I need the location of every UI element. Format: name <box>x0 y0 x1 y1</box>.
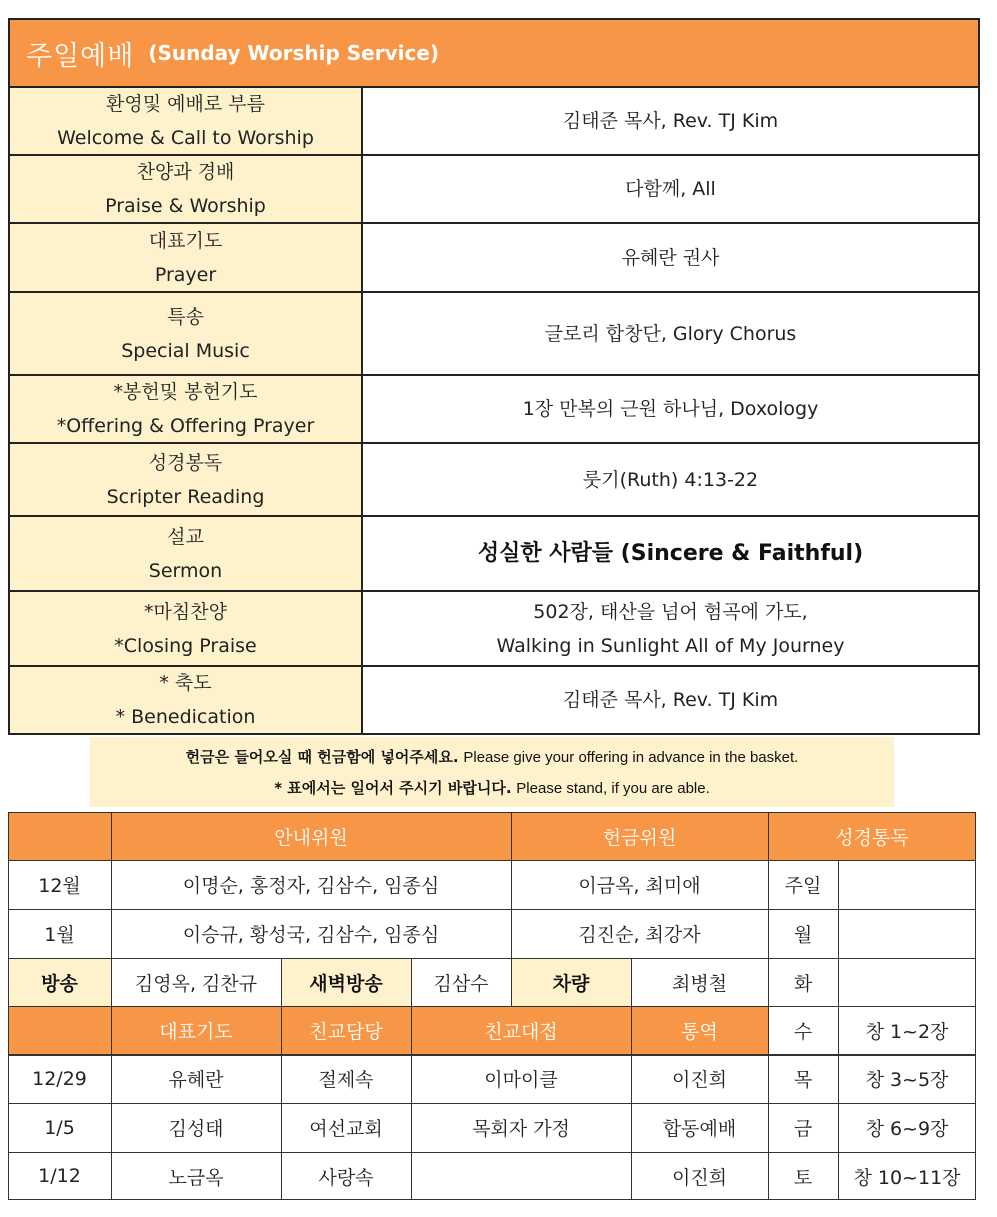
worship-title <box>10 20 978 88</box>
header-bible-reading: 성경통독 <box>768 812 976 860</box>
interpret-name: 합동예배 <box>662 1118 737 1140</box>
vehicle-label: 차량 <box>511 958 631 1006</box>
grid-line <box>281 958 282 1200</box>
header-interpret: 통역 <box>631 1006 768 1054</box>
grid-line <box>8 860 976 861</box>
reading-passage <box>838 909 976 958</box>
prayer-name: 유혜란 <box>168 1069 224 1091</box>
grid-line <box>111 812 112 1200</box>
worship-row <box>10 444 978 517</box>
grid-line <box>8 812 976 813</box>
reading-passage <box>838 860 976 909</box>
worship-order-table <box>8 18 980 735</box>
label-english: Prayer <box>154 263 217 286</box>
broadcast-label: 방송 <box>8 958 111 1006</box>
value-text: 글로리 합창단, Glory Chorus <box>544 322 797 345</box>
grid-line <box>768 812 769 1200</box>
label-english: Sermon <box>148 559 223 582</box>
label-english: *Closing Praise <box>114 634 257 657</box>
reading-passage <box>838 958 976 1006</box>
dawn-broadcast-label: 새벽방송 <box>281 958 411 1006</box>
header-fellowship: 친교담당 <box>281 1006 411 1054</box>
reading-passage: 창 6~9장 <box>865 1118 949 1140</box>
label-korean: 성경봉독 <box>148 451 223 474</box>
header-offering: 헌금위원 <box>511 812 768 860</box>
worship-row-label <box>10 156 363 222</box>
label-korean: *봉헌및 봉헌기도 <box>113 381 258 403</box>
offering-names: 이금옥, 최미애 <box>578 875 701 897</box>
header-prayer: 대표기도 <box>111 1006 281 1054</box>
grid-line <box>8 1199 976 1200</box>
grid-line <box>411 958 412 1200</box>
reading-day: 주일 <box>784 875 822 897</box>
worship-row-label <box>10 88 363 154</box>
label-english: Special Music <box>121 339 250 362</box>
value-text: 성실한 사람들 (Sincere & Faithful) <box>477 540 864 566</box>
label-korean: 환영및 예배로 부름 <box>106 93 265 115</box>
notice-english: Please give your offering in advance in the basket. <box>463 749 799 766</box>
value-text: 다함께, All <box>625 178 716 200</box>
hospitality-name <box>411 1152 631 1200</box>
interpret-name: 이진희 <box>671 1166 728 1189</box>
month-label: 1월 <box>44 924 75 946</box>
week-date: 1/5 <box>44 1116 75 1139</box>
worship-row-label <box>10 376 363 442</box>
sermon-title <box>363 517 978 590</box>
notice-line <box>90 773 894 804</box>
worship-row <box>10 517 978 592</box>
label-english: Welcome & Call to Worship <box>57 127 314 149</box>
grid-line <box>8 1103 976 1104</box>
value-text: 김태준 목사, Rev. TJ Kim <box>562 110 779 132</box>
header-hospitality: 친교대접 <box>411 1006 631 1054</box>
fellowship-name: 절제속 <box>318 1069 374 1091</box>
value-text: 유혜란 권사 <box>621 246 720 269</box>
worship-row-value <box>363 156 978 222</box>
value-text-line2: Walking in Sunlight All of My Journey <box>496 634 845 657</box>
notice-line <box>90 742 894 773</box>
grid-line <box>8 1054 976 1056</box>
month-label: 12월 <box>38 875 81 897</box>
worship-row <box>10 667 978 733</box>
hospitality-name: 이마이클 <box>484 1069 558 1091</box>
grid-line <box>8 909 976 910</box>
reading-day: 월 <box>793 924 813 946</box>
grid-line <box>8 1152 976 1153</box>
grid-line <box>631 958 632 1200</box>
worship-row <box>10 592 978 667</box>
reading-day: 수 <box>793 1020 813 1043</box>
grid-line <box>8 1006 976 1007</box>
header-blank <box>8 812 111 860</box>
grid-line <box>8 958 976 959</box>
label-english: Praise & Worship <box>105 195 266 217</box>
worship-row-label <box>10 592 363 665</box>
label-korean: * 축도 <box>159 672 212 694</box>
worship-row-value <box>363 376 978 442</box>
worship-row <box>10 293 978 376</box>
worship-row-label <box>10 667 363 733</box>
grid-line <box>838 860 839 1200</box>
label-korean: 설교 <box>167 525 204 548</box>
label-korean: 찬양과 경배 <box>136 161 235 183</box>
fellowship-name: 사랑속 <box>318 1166 374 1189</box>
ushers-names: 이명순, 홍정자, 김삼수, 임종심 <box>182 875 440 897</box>
notice-korean: 헌금은 들어오실 때 헌금함에 넣어주세요. <box>185 748 459 766</box>
header2-blank <box>8 1006 111 1054</box>
value-text: 502장, 태산을 넘어 험곡에 가도, <box>533 600 808 623</box>
dawn-broadcast-names: 김삼수 <box>433 972 489 995</box>
label-korean: 특송 <box>167 305 204 328</box>
value-text: 김태준 목사, Rev. TJ Kim <box>562 689 779 711</box>
label-korean: *마침찬양 <box>144 600 227 623</box>
hospitality-name: 목회자 가정 <box>472 1118 570 1140</box>
label-english: *Offering & Offering Prayer <box>56 415 315 437</box>
offering-names: 김진순, 최강자 <box>578 924 701 946</box>
worship-row <box>10 376 978 444</box>
worship-row-value <box>363 667 978 733</box>
reading-day: 화 <box>793 972 813 995</box>
worship-title-english: (Sunday Worship Service) <box>148 41 440 65</box>
vehicle-names: 최병철 <box>671 972 728 995</box>
broadcast-names: 김영옥, 김찬규 <box>134 972 258 995</box>
worship-row <box>10 224 978 293</box>
worship-row <box>10 156 978 224</box>
volunteer-schedule-table <box>8 812 976 1200</box>
reading-passage: 창 10~11장 <box>853 1166 961 1189</box>
worship-row-label <box>10 293 363 374</box>
value-text: 1장 만복의 근원 하나님, Doxology <box>522 398 819 420</box>
worship-title-korean: 주일예배 <box>26 40 135 72</box>
label-korean: 대표기도 <box>148 229 223 252</box>
worship-row-value <box>363 592 978 665</box>
reading-day: 금 <box>793 1118 813 1140</box>
ushers-names: 이승규, 황성국, 김삼수, 임종심 <box>182 924 440 946</box>
worship-row-value <box>363 224 978 291</box>
grid-line <box>511 812 512 1006</box>
worship-row-label <box>10 444 363 515</box>
label-english: * Benedication <box>115 706 256 728</box>
worship-row-label <box>10 517 363 590</box>
fellowship-name: 여선교회 <box>309 1118 383 1140</box>
prayer-name: 김성태 <box>168 1118 224 1140</box>
worship-row-value <box>363 444 978 515</box>
reading-passage: 창 3~5장 <box>865 1069 949 1091</box>
notice-korean: * 표에서는 일어서 주시기 바랍니다. <box>274 779 512 797</box>
week-date: 12/29 <box>32 1067 87 1090</box>
header-ushers: 안내위원 <box>111 812 511 860</box>
reading-day: 목 <box>793 1069 813 1091</box>
reading-day: 토 <box>793 1166 813 1189</box>
notice-english: Please stand, if you are able. <box>516 780 710 797</box>
interpret-name: 이진희 <box>671 1069 728 1091</box>
week-date: 1/12 <box>38 1165 81 1187</box>
value-text: 룻기(Ruth) 4:13-22 <box>582 468 759 491</box>
worship-row-value <box>363 88 978 154</box>
worship-row-label <box>10 224 363 291</box>
prayer-name: 노금옥 <box>168 1166 224 1189</box>
reading-passage: 창 1~2장 <box>865 1020 949 1043</box>
grid-line <box>8 812 9 1200</box>
label-english: Scripter Reading <box>106 485 265 508</box>
worship-row <box>10 88 978 156</box>
worship-row-value <box>363 293 978 374</box>
offering-notice <box>90 737 894 807</box>
grid-line <box>975 812 976 1200</box>
